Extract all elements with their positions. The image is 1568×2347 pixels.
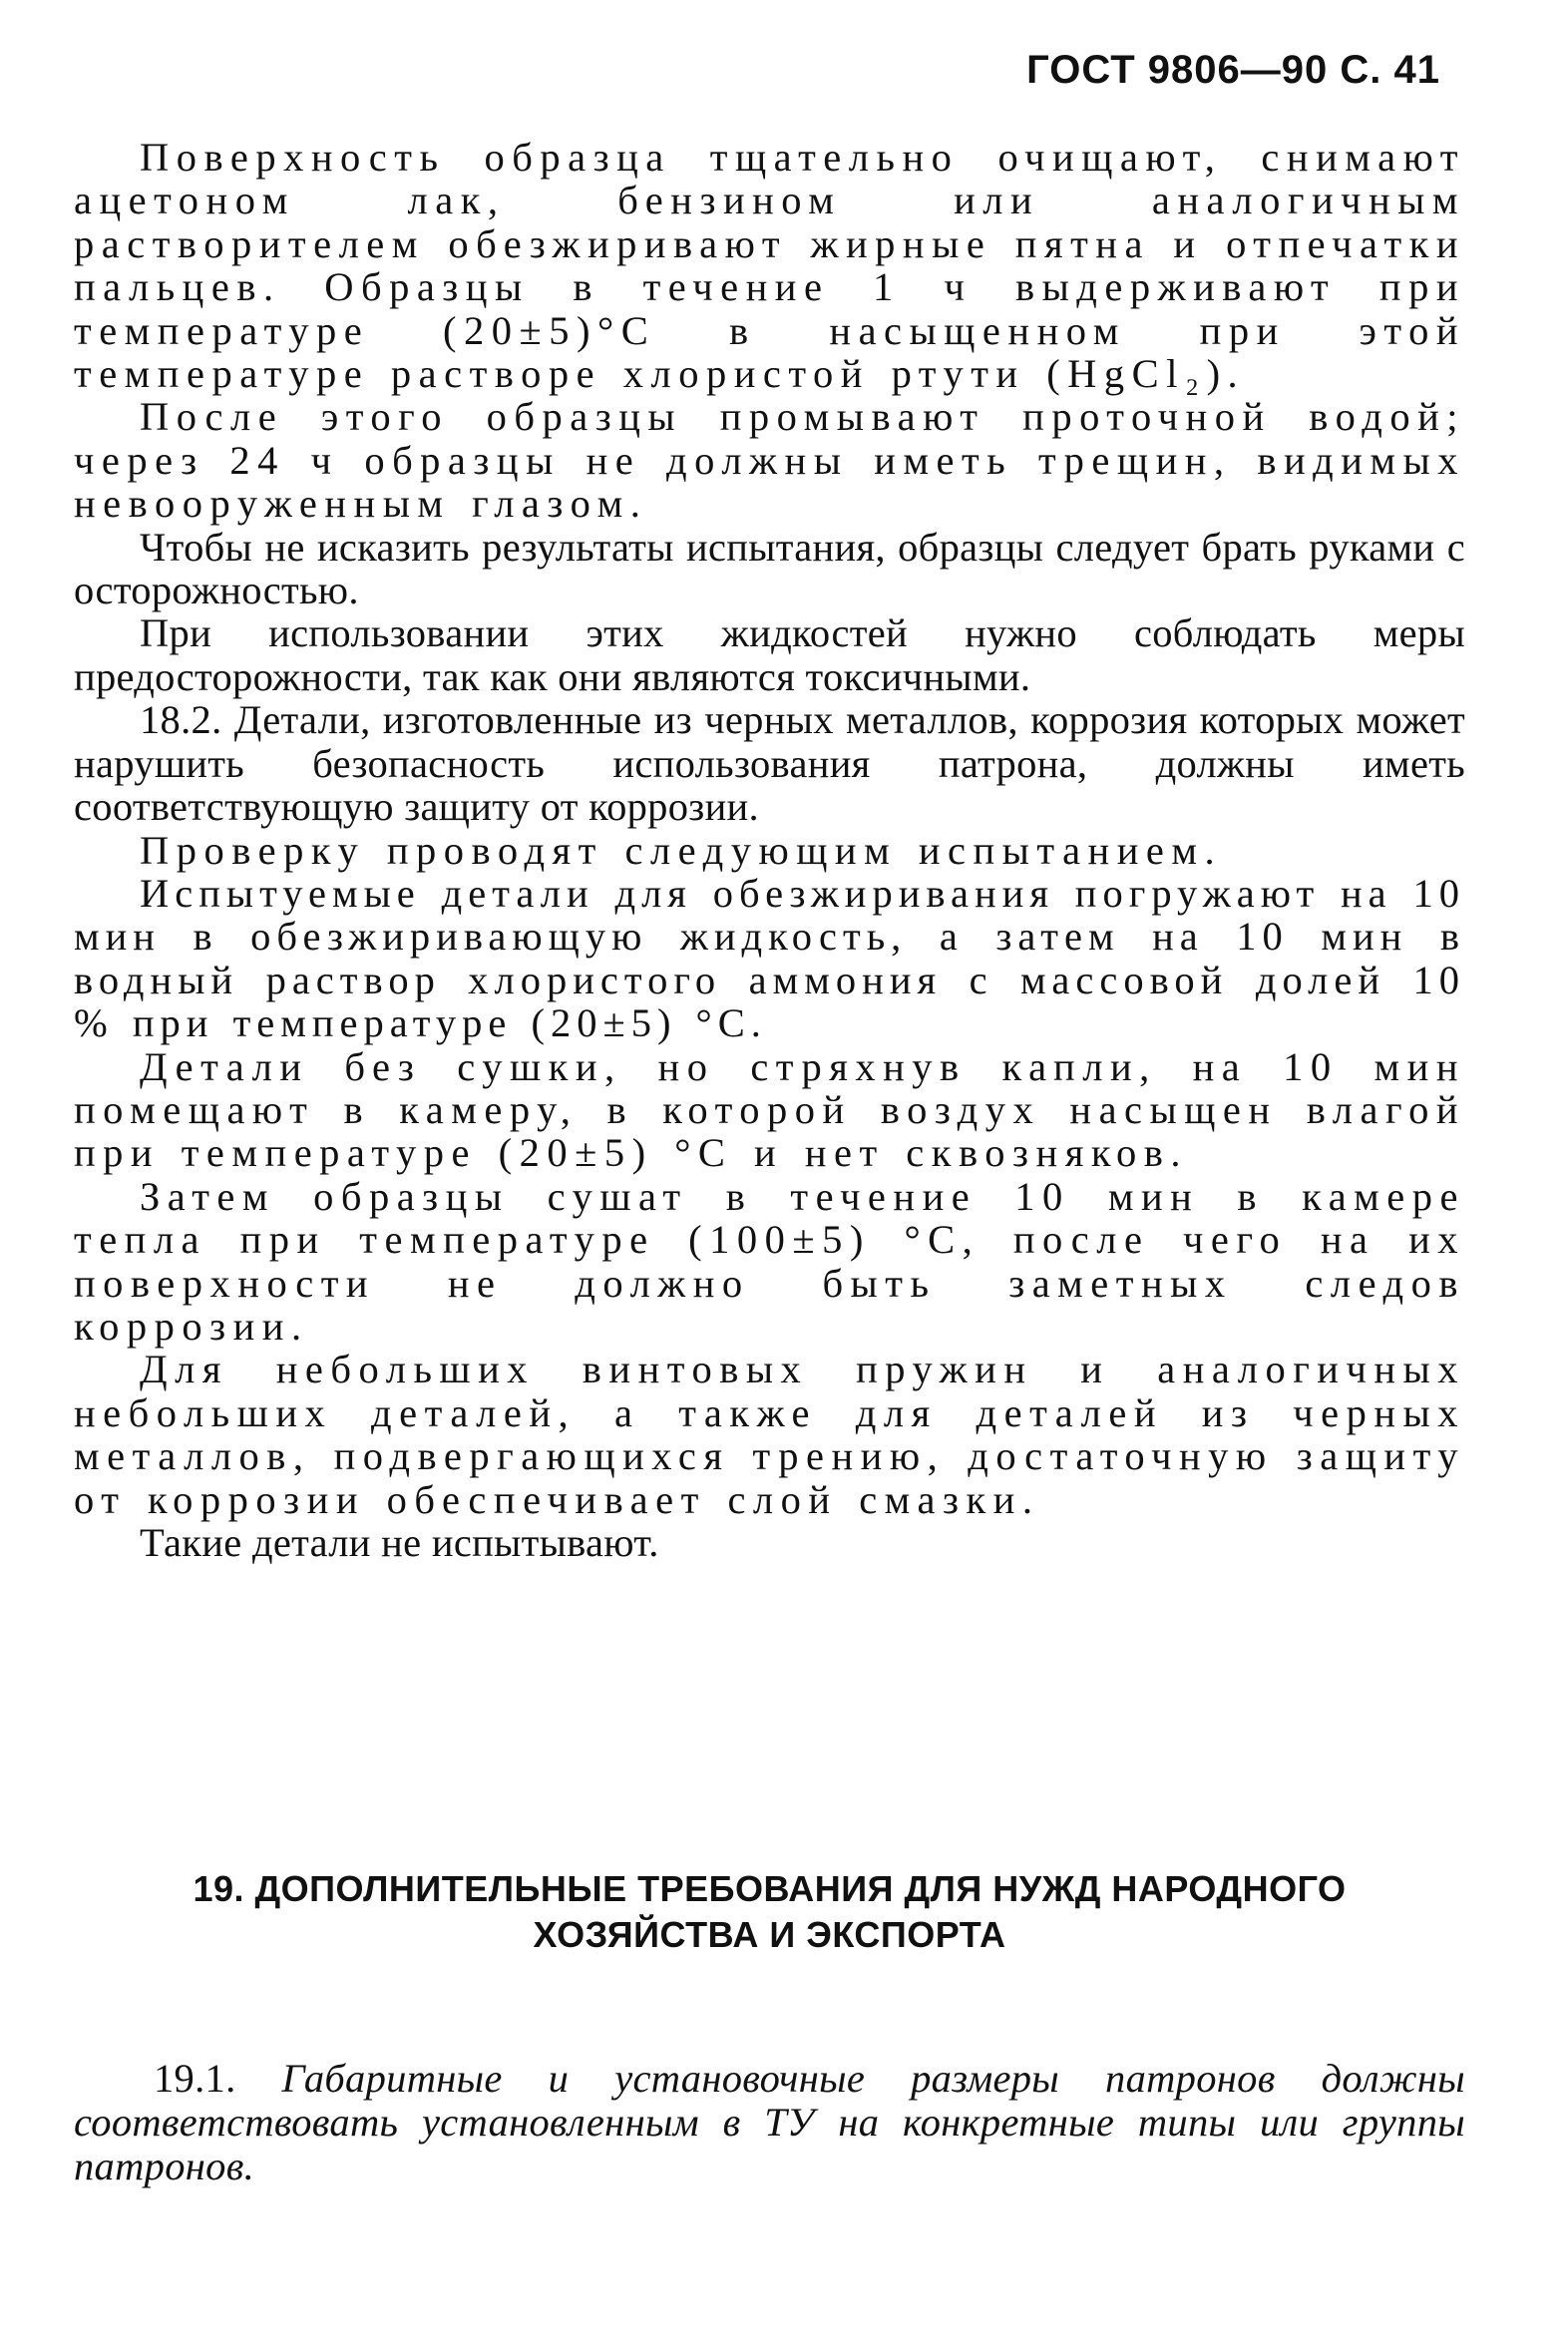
section-heading-line-1: 19. ДОПОЛНИТЕЛЬНЫЕ ТРЕБОВАНИЯ ДЛЯ НУЖД НАРОДНОГО — [193, 1868, 1347, 1909]
paragraph-lubrication: Для небольших винтовых пружин и аналогичных небольших деталей, а также для деталей из черных металлов, подвергающихся трению, достаточную защиту от коррозии обеспечивает слой смазки. — [74, 1347, 1465, 1522]
paragraph-handle-carefully: Чтобы не исказить результаты испытания, образцы следует брать руками с осторожностью. — [74, 524, 1465, 613]
running-header: ГОСТ 9806—90 С. 41 — [1026, 48, 1440, 92]
clause-19-1 — [74, 2057, 1465, 2188]
paragraph-test-intro: Проверку проводят следующим испытанием. — [140, 827, 1223, 873]
paragraph-surface-cleaning: Поверхность образца тщательно очищают, снимают ацетоном лак, бензином или аналогичным растворителем обезжиривают жирные пятна и отпечатки пальцев. Образцы в течение 1 ч выдерживают при температуре (20±5)°С в насыщенном при этой температуре растворе хлористой ртути (HgCl₂). — [74, 135, 1465, 397]
paragraph-not-tested: Такие детали не испытывают. — [140, 1520, 659, 1565]
paragraph-drying: Затем образцы сушат в течение 10 мин в камере тепла при температуре (100±5) °С, после чего на их поверхности не должно быть заметных следов коррозии. — [74, 1173, 1465, 1349]
paragraph-rinse-check: После этого образцы промывают проточной водой; через 24 ч образцы не должны иметь трещин, видимых невооруженным глазом. — [74, 394, 1465, 527]
paragraph-toxic-warning: При использовании этих жидкостей нужно соблюдать меры предосторожности, так как они являются токсичными. — [74, 610, 1465, 699]
section-19-heading — [74, 1866, 1465, 1958]
clause-19-1-text: Габаритные и установочные размеры патронов должны соответствовать установленным в ТУ на конкретные типы или группы патронов. — [74, 2055, 1465, 2188]
paragraph-degreasing: Испытуемые детали для обезжиривания погружают на 10 мин в обезжиривающую жидкость, а затем на 10 мин в водный раствор хлористого аммония с массовой долей 10 % при температуре (20±5) °С. — [74, 870, 1465, 1046]
section-heading-line-2: ХОЗЯЙСТВА И ЭКСПОРТА — [533, 1914, 1006, 1955]
clause-19-1-number: 19.1. — [154, 2055, 236, 2101]
body-text — [74, 136, 1465, 1564]
paragraph-clause-18-2: 18.2. Детали, изготовленные из черных металлов, коррозия которых может нарушить безопасность использования патрона, должны иметь соответствующую защиту от коррозии. — [74, 697, 1465, 830]
paragraph-humidity-chamber: Детали без сушки, но стряхнув капли, на 10 мин помещают в камеру, в которой воздух насыщен влагой при температуре (20±5) °С и нет сквозняков. — [74, 1043, 1465, 1176]
